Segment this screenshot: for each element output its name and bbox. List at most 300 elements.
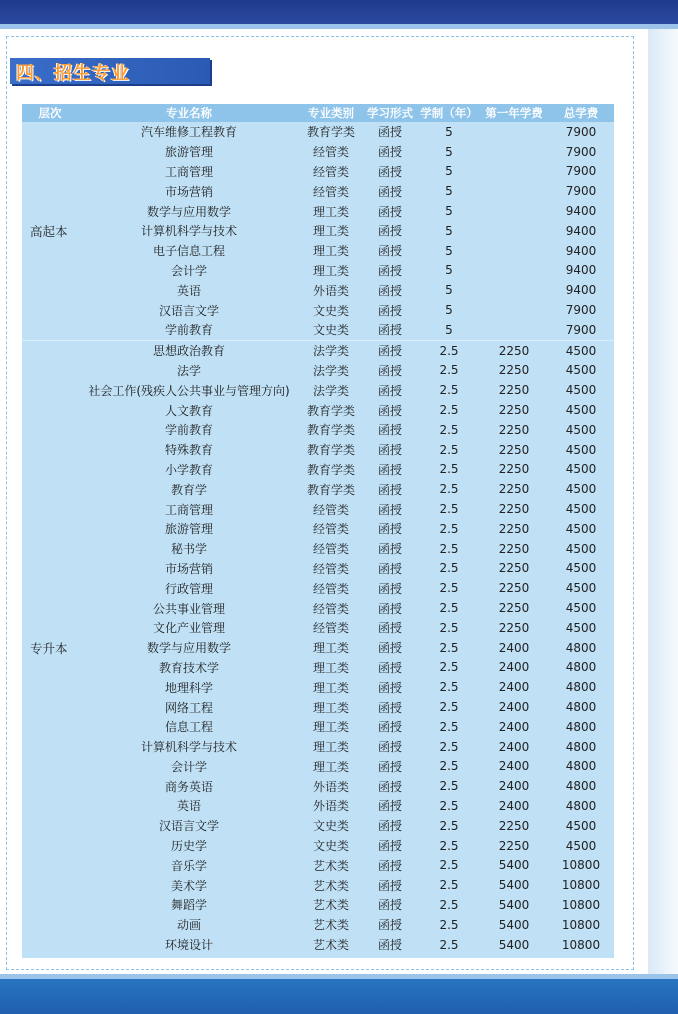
study-form-cell: 函授 bbox=[377, 423, 402, 438]
table-row bbox=[22, 181, 614, 201]
major-category-cell: 法学类 bbox=[312, 383, 349, 398]
major-name-cell: 汉语言文学 bbox=[158, 303, 219, 318]
major-name-cell: 人文教育 bbox=[164, 403, 213, 418]
first-year-fee-cell: 2250 bbox=[498, 462, 530, 477]
first-year-fee-cell bbox=[480, 320, 548, 340]
study-form-cell: 函授 bbox=[377, 363, 402, 378]
table-row bbox=[22, 717, 614, 737]
study-form-cell: 函授 bbox=[377, 641, 402, 656]
study-form-cell: 函授 bbox=[377, 303, 402, 318]
major-name-cell: 会计学 bbox=[170, 759, 207, 774]
total-fee-cell: 4500 bbox=[565, 561, 597, 576]
study-form-cell: 函授 bbox=[377, 184, 402, 199]
table-row bbox=[22, 122, 614, 142]
total-fee-cell: 9400 bbox=[565, 223, 597, 238]
first-year-fee-cell: 2400 bbox=[498, 739, 530, 754]
major-category-cell: 教育学类 bbox=[306, 403, 355, 418]
first-year-fee-cell: 2250 bbox=[498, 541, 530, 556]
first-year-fee-cell: 2400 bbox=[498, 798, 530, 813]
first-year-fee-cell: 2250 bbox=[498, 403, 530, 418]
major-category-cell: 文史类 bbox=[312, 819, 349, 834]
major-category-cell: 外语类 bbox=[312, 799, 349, 814]
first-year-fee-cell: 2400 bbox=[498, 779, 530, 794]
study-years-cell: 2.5 bbox=[439, 680, 459, 695]
total-fee-cell: 7900 bbox=[565, 184, 597, 199]
study-form-cell: 函授 bbox=[377, 145, 402, 160]
study-form-cell: 函授 bbox=[377, 660, 402, 675]
table-row bbox=[22, 320, 614, 340]
major-name-cell: 计算机科学与技术 bbox=[140, 740, 237, 755]
study-years-cell: 2.5 bbox=[439, 403, 459, 418]
major-name-cell: 计算机科学与技术 bbox=[140, 224, 237, 239]
major-name-cell: 网络工程 bbox=[164, 700, 213, 715]
study-form-cell: 函授 bbox=[377, 720, 402, 735]
first-year-fee-cell: 2250 bbox=[498, 818, 530, 833]
table-row bbox=[22, 697, 614, 717]
total-fee-cell: 9400 bbox=[565, 243, 597, 258]
major-category-cell: 艺术类 bbox=[312, 858, 349, 873]
study-form-cell: 函授 bbox=[377, 204, 402, 219]
study-years-cell: 2.5 bbox=[439, 878, 459, 893]
major-category-cell: 理工类 bbox=[312, 224, 349, 239]
major-category-cell: 经管类 bbox=[312, 542, 349, 557]
table-row bbox=[22, 836, 614, 856]
study-years-cell: 2.5 bbox=[439, 601, 459, 616]
first-year-fee-cell: 2250 bbox=[498, 422, 530, 437]
study-form-cell: 函授 bbox=[377, 938, 402, 953]
major-name-cell: 美术学 bbox=[170, 878, 207, 893]
table-body bbox=[22, 122, 614, 954]
major-name-cell: 教育技术学 bbox=[158, 660, 219, 675]
major-category-cell: 理工类 bbox=[312, 641, 349, 656]
major-name-cell: 秘书学 bbox=[170, 542, 207, 557]
total-fee-cell: 4800 bbox=[565, 680, 597, 695]
major-category-cell: 文史类 bbox=[312, 323, 349, 338]
major-category-cell: 教育学类 bbox=[306, 125, 355, 140]
table-row bbox=[22, 559, 614, 579]
major-category-cell: 理工类 bbox=[312, 660, 349, 675]
study-years-cell: 2.5 bbox=[439, 422, 459, 437]
major-category-cell: 艺术类 bbox=[312, 878, 349, 893]
first-year-fee-cell: 2250 bbox=[498, 482, 530, 497]
total-fee-cell: 4500 bbox=[565, 343, 597, 358]
total-fee-cell: 4800 bbox=[565, 700, 597, 714]
major-name-cell: 工商管理 bbox=[164, 164, 213, 179]
first-year-fee-cell: 2250 bbox=[498, 561, 530, 576]
major-category-cell: 经管类 bbox=[312, 601, 349, 616]
study-years-cell: 2.5 bbox=[439, 739, 459, 754]
first-year-fee-cell: 2400 bbox=[498, 700, 530, 714]
study-years-cell: 5 bbox=[445, 164, 453, 179]
major-name-cell: 学前教育 bbox=[164, 423, 213, 438]
table-row bbox=[22, 361, 614, 381]
study-form-cell: 函授 bbox=[377, 224, 402, 239]
study-form-cell: 函授 bbox=[377, 561, 402, 576]
study-years-cell: 2.5 bbox=[439, 700, 459, 714]
first-year-fee-cell bbox=[480, 300, 548, 320]
total-fee-cell: 4500 bbox=[565, 521, 597, 536]
major-category-cell: 教育学类 bbox=[306, 482, 355, 497]
study-years-cell: 2.5 bbox=[439, 502, 459, 517]
table-row bbox=[22, 895, 614, 915]
table-row bbox=[22, 757, 614, 777]
study-years-cell: 2.5 bbox=[439, 482, 459, 497]
first-year-fee-cell bbox=[480, 241, 548, 261]
table-row bbox=[22, 162, 614, 182]
study-form-cell: 函授 bbox=[377, 839, 402, 854]
study-form-cell: 函授 bbox=[377, 601, 402, 616]
major-name-cell: 特殊教育 bbox=[164, 443, 213, 458]
table-row bbox=[22, 300, 614, 320]
study-years-cell: 2.5 bbox=[439, 383, 459, 398]
study-years-cell: 2.5 bbox=[439, 660, 459, 675]
total-fee-cell: 4800 bbox=[565, 660, 597, 675]
total-fee-cell: 4500 bbox=[565, 383, 597, 398]
table-row bbox=[22, 578, 614, 598]
study-years-cell: 5 bbox=[445, 144, 453, 159]
first-year-fee-cell: 5400 bbox=[498, 858, 530, 873]
study-years-cell: 5 bbox=[445, 283, 453, 298]
total-fee-cell: 4800 bbox=[565, 739, 597, 754]
first-year-fee-cell bbox=[480, 201, 548, 221]
study-form-cell: 函授 bbox=[377, 383, 402, 398]
total-fee-cell: 4500 bbox=[565, 620, 597, 635]
study-years-cell: 2.5 bbox=[439, 897, 459, 912]
major-category-cell: 经管类 bbox=[312, 561, 349, 576]
table-row bbox=[22, 855, 614, 875]
total-fee-cell: 4500 bbox=[565, 422, 597, 437]
total-fee-cell: 7900 bbox=[565, 303, 597, 318]
study-form-cell: 函授 bbox=[377, 283, 402, 298]
total-fee-cell: 4800 bbox=[565, 759, 597, 774]
major-category-cell: 理工类 bbox=[312, 204, 349, 219]
total-fee-cell: 4500 bbox=[565, 601, 597, 616]
col-header-form: 学习形式 bbox=[362, 104, 418, 122]
major-name-cell: 会计学 bbox=[170, 263, 207, 278]
total-fee-cell: 9400 bbox=[565, 283, 597, 298]
first-year-fee-cell bbox=[480, 221, 548, 241]
study-years-cell: 2.5 bbox=[439, 620, 459, 635]
study-years-cell: 2.5 bbox=[439, 462, 459, 477]
study-years-cell: 2.5 bbox=[439, 541, 459, 556]
table-row bbox=[22, 935, 614, 955]
major-category-cell: 艺术类 bbox=[312, 918, 349, 933]
table-row bbox=[22, 221, 614, 241]
major-name-cell: 环境设计 bbox=[164, 938, 213, 953]
table-row bbox=[22, 499, 614, 519]
major-category-cell: 文史类 bbox=[312, 839, 349, 854]
major-name-cell: 社会工作(残疾人公共事业与管理方向) bbox=[88, 383, 290, 398]
major-category-cell: 教育学类 bbox=[306, 462, 355, 477]
major-category-cell: 艺术类 bbox=[312, 938, 349, 953]
study-years-cell: 2.5 bbox=[439, 343, 459, 358]
level-cell: 专升本 bbox=[30, 640, 68, 656]
major-name-cell: 电子信息工程 bbox=[152, 244, 225, 259]
top-banner-stripe bbox=[0, 24, 678, 29]
table-row bbox=[22, 201, 614, 221]
total-fee-cell: 4500 bbox=[565, 442, 597, 457]
major-category-cell: 法学类 bbox=[312, 344, 349, 359]
total-fee-cell: 4500 bbox=[565, 462, 597, 477]
total-fee-cell: 4500 bbox=[565, 838, 597, 853]
first-year-fee-cell: 5400 bbox=[498, 897, 530, 912]
study-years-cell: 2.5 bbox=[439, 838, 459, 853]
major-category-cell: 外语类 bbox=[312, 779, 349, 794]
study-years-cell: 2.5 bbox=[439, 818, 459, 833]
major-category-cell: 经管类 bbox=[312, 145, 349, 160]
first-year-fee-cell: 2250 bbox=[498, 442, 530, 457]
total-fee-cell: 10800 bbox=[561, 897, 601, 912]
study-years-cell: 2.5 bbox=[439, 521, 459, 536]
study-years-cell: 5 bbox=[445, 243, 453, 258]
study-form-cell: 函授 bbox=[377, 621, 402, 636]
enrollment-table-container bbox=[22, 104, 614, 958]
major-name-cell: 学前教育 bbox=[164, 323, 213, 338]
first-year-fee-cell: 5400 bbox=[498, 878, 530, 893]
level-cell: 高起本 bbox=[30, 223, 68, 239]
study-form-cell: 函授 bbox=[377, 462, 402, 477]
table-row bbox=[22, 142, 614, 162]
study-form-cell: 函授 bbox=[377, 323, 402, 338]
table-row bbox=[22, 420, 614, 440]
total-fee-cell: 4500 bbox=[565, 581, 597, 596]
major-name-cell: 行政管理 bbox=[164, 581, 213, 596]
col-header-total-fee: 总学费 bbox=[548, 104, 614, 122]
first-year-fee-cell: 2400 bbox=[498, 640, 530, 655]
total-fee-cell: 7900 bbox=[565, 164, 597, 179]
study-form-cell: 函授 bbox=[377, 759, 402, 774]
study-form-cell: 函授 bbox=[377, 779, 402, 794]
study-form-cell: 函授 bbox=[377, 125, 402, 140]
study-form-cell: 函授 bbox=[377, 740, 402, 755]
major-name-cell: 文化产业管理 bbox=[152, 621, 225, 636]
study-form-cell: 函授 bbox=[377, 542, 402, 557]
study-years-cell: 2.5 bbox=[439, 858, 459, 873]
first-year-fee-cell: 2250 bbox=[498, 620, 530, 635]
major-name-cell: 信息工程 bbox=[164, 720, 213, 735]
study-form-cell: 函授 bbox=[377, 403, 402, 418]
total-fee-cell: 4800 bbox=[565, 719, 597, 734]
major-category-cell: 经管类 bbox=[312, 164, 349, 179]
enrollment-table bbox=[22, 104, 614, 954]
table-row bbox=[22, 638, 614, 658]
table-row bbox=[22, 776, 614, 796]
first-year-fee-cell: 2250 bbox=[498, 343, 530, 358]
table-row bbox=[22, 241, 614, 261]
first-year-fee-cell: 2250 bbox=[498, 521, 530, 536]
study-years-cell: 5 bbox=[445, 184, 453, 199]
study-years-cell: 5 bbox=[445, 303, 453, 318]
major-name-cell: 数学与应用数学 bbox=[146, 204, 231, 219]
major-name-cell: 思想政治教育 bbox=[152, 344, 225, 359]
total-fee-cell: 4500 bbox=[565, 818, 597, 833]
major-category-cell: 理工类 bbox=[312, 720, 349, 735]
study-years-cell: 5 bbox=[445, 263, 453, 278]
total-fee-cell: 4500 bbox=[565, 541, 597, 556]
first-year-fee-cell: 2250 bbox=[498, 502, 530, 517]
table-row bbox=[22, 280, 614, 300]
table-row bbox=[22, 340, 614, 360]
table-row bbox=[22, 440, 614, 460]
first-year-fee-cell bbox=[480, 162, 548, 182]
major-category-cell: 经管类 bbox=[312, 522, 349, 537]
first-year-fee-cell: 2250 bbox=[498, 838, 530, 853]
study-years-cell: 2.5 bbox=[439, 561, 459, 576]
major-category-cell: 经管类 bbox=[312, 621, 349, 636]
major-name-cell: 旅游管理 bbox=[164, 145, 213, 160]
major-name-cell: 英语 bbox=[176, 283, 201, 298]
study-years-cell: 2.5 bbox=[439, 779, 459, 794]
major-name-cell: 市场营销 bbox=[164, 561, 213, 576]
study-form-cell: 函授 bbox=[377, 263, 402, 278]
major-category-cell: 理工类 bbox=[312, 759, 349, 774]
study-years-cell: 5 bbox=[445, 124, 453, 139]
study-years-cell: 2.5 bbox=[439, 937, 459, 952]
total-fee-cell: 4500 bbox=[565, 403, 597, 418]
table-row bbox=[22, 618, 614, 638]
major-category-cell: 外语类 bbox=[312, 283, 349, 298]
study-form-cell: 函授 bbox=[377, 344, 402, 359]
major-category-cell: 理工类 bbox=[312, 263, 349, 278]
study-form-cell: 函授 bbox=[377, 799, 402, 814]
study-form-cell: 函授 bbox=[377, 819, 402, 834]
table-row bbox=[22, 519, 614, 539]
major-name-cell: 法学 bbox=[176, 363, 201, 378]
major-name-cell: 公共事业管理 bbox=[152, 601, 225, 616]
total-fee-cell: 4500 bbox=[565, 482, 597, 497]
study-form-cell: 函授 bbox=[377, 482, 402, 497]
study-form-cell: 函授 bbox=[377, 443, 402, 458]
first-year-fee-cell: 2250 bbox=[498, 363, 530, 378]
major-name-cell: 舞蹈学 bbox=[170, 898, 207, 913]
study-form-cell: 函授 bbox=[377, 522, 402, 537]
first-year-fee-cell bbox=[480, 261, 548, 281]
table-row bbox=[22, 261, 614, 281]
major-name-cell: 工商管理 bbox=[164, 502, 213, 517]
major-category-cell: 理工类 bbox=[312, 740, 349, 755]
total-fee-cell: 10800 bbox=[561, 878, 601, 893]
first-year-fee-cell: 2250 bbox=[498, 383, 530, 398]
major-category-cell: 艺术类 bbox=[312, 898, 349, 913]
total-fee-cell: 4800 bbox=[565, 798, 597, 813]
study-years-cell: 2.5 bbox=[439, 719, 459, 734]
table-row bbox=[22, 875, 614, 895]
first-year-fee-cell: 5400 bbox=[498, 917, 530, 932]
major-category-cell: 经管类 bbox=[312, 581, 349, 596]
total-fee-cell: 10800 bbox=[561, 917, 601, 932]
total-fee-cell: 4800 bbox=[565, 779, 597, 794]
total-fee-cell: 7900 bbox=[565, 322, 597, 337]
major-category-cell: 理工类 bbox=[312, 244, 349, 259]
first-year-fee-cell: 2400 bbox=[498, 680, 530, 695]
section-heading bbox=[10, 58, 210, 84]
first-year-fee-cell: 2250 bbox=[498, 601, 530, 616]
major-category-cell: 教育学类 bbox=[306, 443, 355, 458]
first-year-fee-cell: 2400 bbox=[498, 759, 530, 774]
table-row bbox=[22, 677, 614, 697]
total-fee-cell: 7900 bbox=[565, 124, 597, 139]
study-form-cell: 函授 bbox=[377, 680, 402, 695]
major-category-cell: 理工类 bbox=[312, 680, 349, 695]
major-name-cell: 商务英语 bbox=[164, 779, 213, 794]
major-name-cell: 汉语言文学 bbox=[158, 819, 219, 834]
first-year-fee-cell bbox=[480, 280, 548, 300]
total-fee-cell: 10800 bbox=[561, 937, 601, 952]
major-category-cell: 法学类 bbox=[312, 363, 349, 378]
major-category-cell: 教育学类 bbox=[306, 423, 355, 438]
major-name-cell: 历史学 bbox=[170, 839, 207, 854]
table-row bbox=[22, 539, 614, 559]
total-fee-cell: 4500 bbox=[565, 502, 597, 517]
section-heading-text: 四、招生专业 bbox=[16, 63, 130, 84]
table-row bbox=[22, 737, 614, 757]
major-name-cell: 小学教育 bbox=[164, 462, 213, 477]
major-name-cell: 地理科学 bbox=[164, 680, 213, 695]
major-category-cell: 理工类 bbox=[312, 700, 349, 715]
table-row bbox=[22, 796, 614, 816]
major-category-cell: 经管类 bbox=[312, 502, 349, 517]
total-fee-cell: 4500 bbox=[565, 363, 597, 378]
major-name-cell: 教育学 bbox=[170, 482, 207, 497]
study-form-cell: 函授 bbox=[377, 918, 402, 933]
major-name-cell: 汽车维修工程教育 bbox=[140, 125, 237, 140]
table-row bbox=[22, 479, 614, 499]
study-years-cell: 2.5 bbox=[439, 640, 459, 655]
table-row bbox=[22, 658, 614, 678]
table-row bbox=[22, 460, 614, 480]
study-years-cell: 2.5 bbox=[439, 363, 459, 378]
first-year-fee-cell: 5400 bbox=[498, 937, 530, 952]
table-row bbox=[22, 915, 614, 935]
top-banner bbox=[0, 0, 678, 24]
study-years-cell: 5 bbox=[445, 322, 453, 337]
study-years-cell: 2.5 bbox=[439, 917, 459, 932]
table-row bbox=[22, 598, 614, 618]
study-form-cell: 函授 bbox=[377, 878, 402, 893]
study-form-cell: 函授 bbox=[377, 502, 402, 517]
first-year-fee-cell bbox=[480, 122, 548, 142]
major-name-cell: 旅游管理 bbox=[164, 522, 213, 537]
major-category-cell: 文史类 bbox=[312, 303, 349, 318]
total-fee-cell: 9400 bbox=[565, 204, 597, 219]
col-header-level: 层次 bbox=[22, 104, 78, 122]
col-header-category: 专业类别 bbox=[300, 104, 362, 122]
first-year-fee-cell: 2400 bbox=[498, 660, 530, 675]
major-name-cell: 英语 bbox=[176, 799, 201, 814]
major-name-cell: 动画 bbox=[176, 918, 201, 933]
major-name-cell: 市场营销 bbox=[164, 184, 213, 199]
right-decor-strip bbox=[642, 29, 678, 989]
table-header-row bbox=[22, 104, 614, 122]
total-fee-cell: 7900 bbox=[565, 144, 597, 159]
study-form-cell: 函授 bbox=[377, 858, 402, 873]
study-years-cell: 2.5 bbox=[439, 798, 459, 813]
first-year-fee-cell: 2400 bbox=[498, 719, 530, 734]
study-form-cell: 函授 bbox=[377, 581, 402, 596]
study-years-cell: 2.5 bbox=[439, 759, 459, 774]
col-header-years: 学制（年） bbox=[418, 104, 480, 122]
first-year-fee-cell: 2250 bbox=[498, 581, 530, 596]
study-form-cell: 函授 bbox=[377, 898, 402, 913]
study-years-cell: 5 bbox=[445, 204, 453, 219]
study-form-cell: 函授 bbox=[377, 164, 402, 179]
bottom-banner bbox=[0, 974, 678, 1014]
total-fee-cell: 10800 bbox=[561, 858, 601, 873]
first-year-fee-cell bbox=[480, 142, 548, 162]
col-header-first-year-fee: 第一年学费 bbox=[480, 104, 548, 122]
study-form-cell: 函授 bbox=[377, 700, 402, 715]
study-years-cell: 5 bbox=[445, 223, 453, 238]
